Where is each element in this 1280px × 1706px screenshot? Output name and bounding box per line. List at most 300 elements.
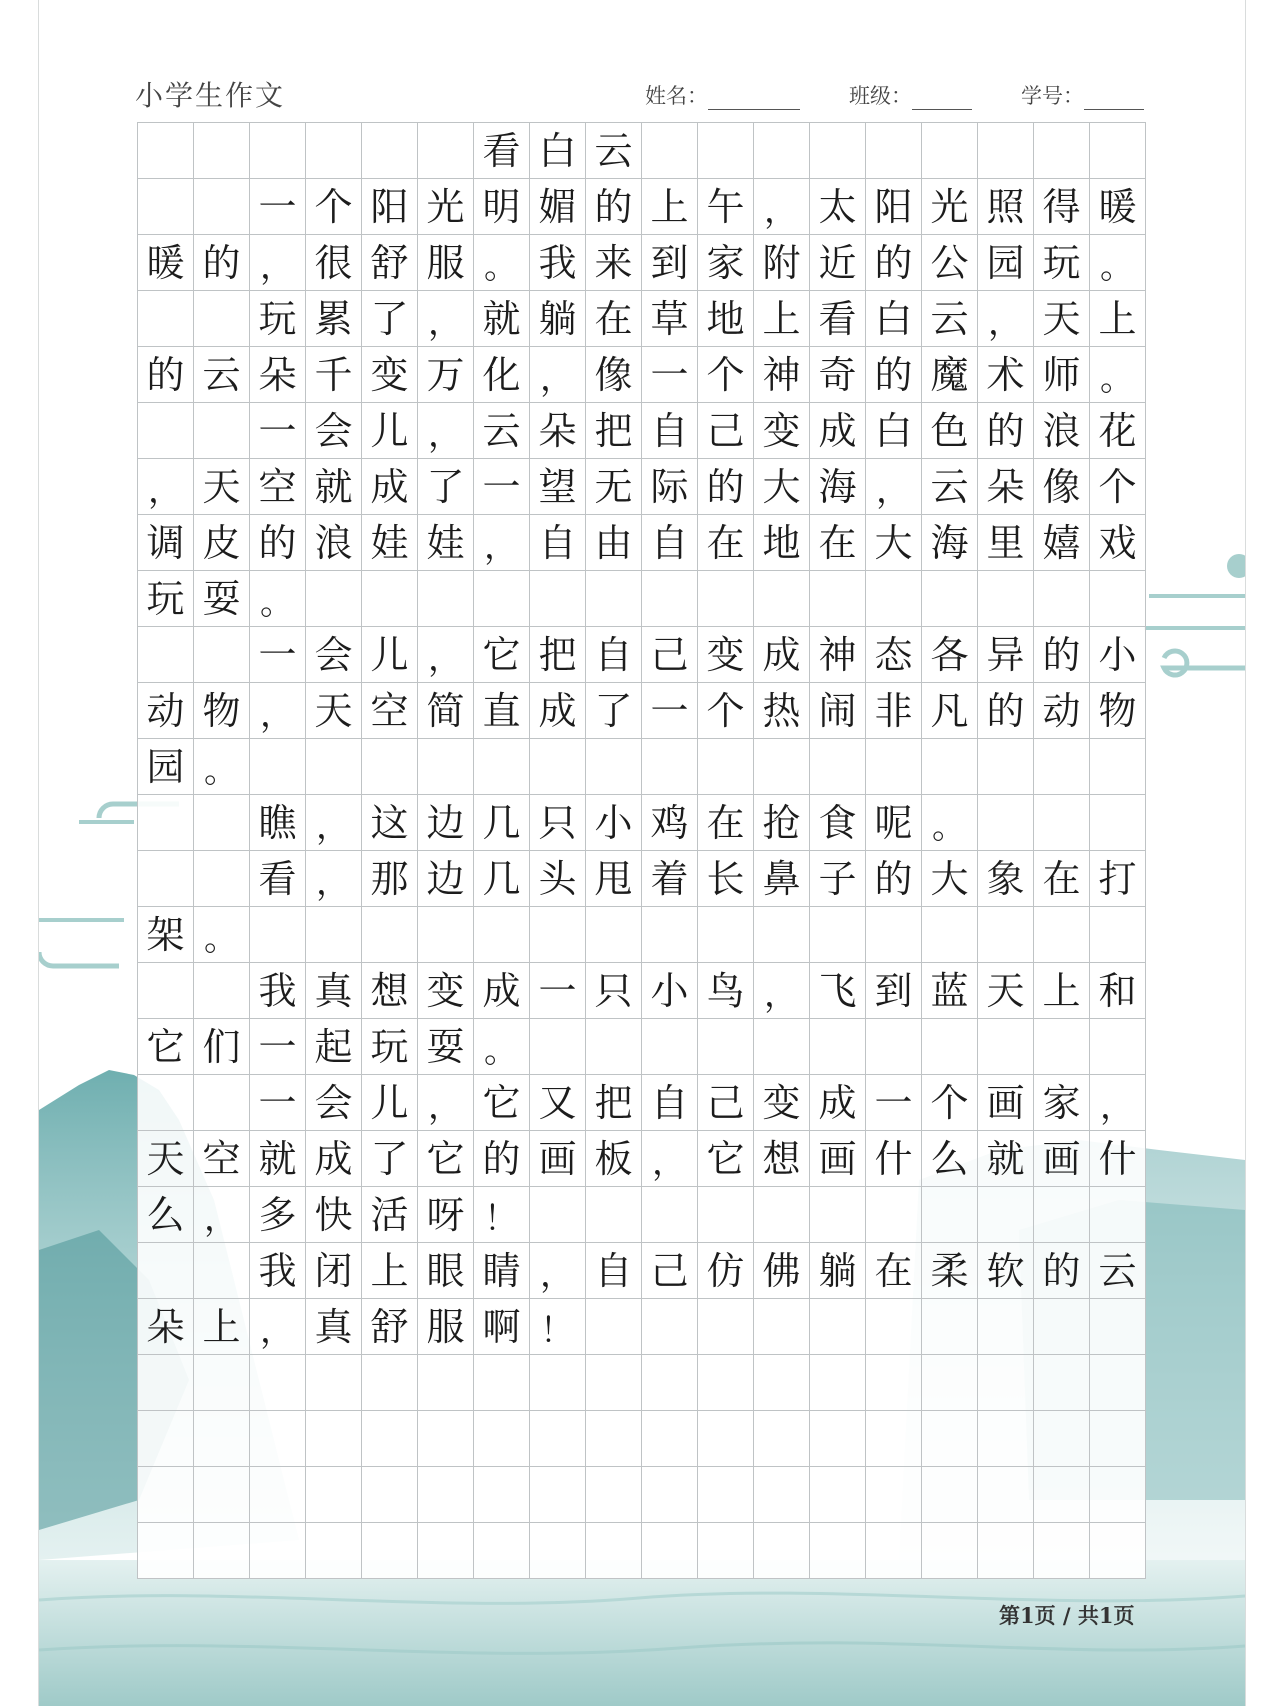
name-input-line[interactable] [708,85,800,110]
grid-cell [642,123,698,179]
grid-cell: 真 [306,963,362,1019]
grid-cell: 成 [362,459,418,515]
grid-cell [306,571,362,627]
grid-cell [642,1523,698,1579]
grid-cell [810,1523,866,1579]
grid-cell: 云 [586,123,642,179]
grid-cell: 画 [810,1131,866,1187]
grid-cell: 千 [306,347,362,403]
grid-cell [1034,1355,1090,1411]
grid-cell: 热 [754,683,810,739]
student-id-label: 学号： [1021,84,1084,108]
name-label: 姓名： [645,84,708,108]
grid-cell: 画 [530,1131,586,1187]
grid-cell: 软 [978,1243,1034,1299]
grid-cell: 天 [1034,291,1090,347]
grid-cell [754,1467,810,1523]
grid-cell [810,1299,866,1355]
grid-cell [362,1467,418,1523]
grid-cell [530,571,586,627]
grid-cell [922,1187,978,1243]
grid-cell [754,739,810,795]
grid-cell: 自 [642,515,698,571]
grid-cell: 凡 [922,683,978,739]
grid-cell: ， [642,1131,698,1187]
grid-cell: 在 [866,1243,922,1299]
grid-cell [530,1187,586,1243]
grid-cell: 大 [754,459,810,515]
grid-cell [866,571,922,627]
grid-cell: 自 [586,1243,642,1299]
grid-cell: 小 [642,963,698,1019]
grid-cell [866,1523,922,1579]
grid-cell [530,1411,586,1467]
grid-cell: 各 [922,627,978,683]
grid-cell: 了 [586,683,642,739]
grid-cell: 几 [474,851,530,907]
grid-cell: 在 [698,795,754,851]
grid-cell [138,1243,194,1299]
grid-cell [194,851,250,907]
grid-cell [418,1523,474,1579]
grid-cell [530,1355,586,1411]
grid-cell: 望 [530,459,586,515]
grid-cell [586,1467,642,1523]
grid-cell: ， [754,179,810,235]
grid-cell: 在 [1034,851,1090,907]
grid-cell: ， [866,459,922,515]
grid-cell: 画 [978,1075,1034,1131]
grid-cell [810,571,866,627]
grid-cell: 们 [194,1019,250,1075]
grid-cell: 呢 [866,795,922,851]
grid-cell: 上 [1090,291,1146,347]
grid-cell: 闭 [306,1243,362,1299]
grid-cell: ， [306,795,362,851]
grid-cell [530,1523,586,1579]
grid-cell [194,403,250,459]
grid-cell [754,1411,810,1467]
grid-cell: 小 [1090,627,1146,683]
grid-cell [474,1523,530,1579]
grid-cell: ， [530,347,586,403]
grid-cell: 白 [866,403,922,459]
grid-cell [194,1467,250,1523]
grid-cell: 一 [250,627,306,683]
grid-cell: 一 [642,347,698,403]
grid-cell: ！ [530,1299,586,1355]
grid-cell [194,1243,250,1299]
grid-cell: 的 [698,459,754,515]
grid-cell: ， [530,1243,586,1299]
grid-cell: 甩 [586,851,642,907]
grid-cell: 奇 [810,347,866,403]
grid-cell: 小 [586,795,642,851]
grid-cell [1034,1411,1090,1467]
grid-cell: 上 [754,291,810,347]
grid-cell [698,1299,754,1355]
grid-cell: 一 [530,963,586,1019]
class-input-line[interactable] [912,85,972,110]
grid-cell [418,1355,474,1411]
grid-cell [586,1019,642,1075]
grid-cell: 园 [138,739,194,795]
grid-cell [194,123,250,179]
worksheet-title: 小学生作文 [135,79,286,112]
grid-cell: 一 [250,1019,306,1075]
grid-cell [530,739,586,795]
grid-cell: 瞧 [250,795,306,851]
grid-cell [1034,1187,1090,1243]
grid-cell: 把 [586,403,642,459]
grid-cell: 玩 [362,1019,418,1075]
student-id-field [1021,80,1144,110]
grid-cell [362,571,418,627]
grid-cell: 简 [418,683,474,739]
grid-cell: 变 [698,627,754,683]
grid-cell: 多 [250,1187,306,1243]
grid-cell: 的 [866,347,922,403]
grid-cell: 起 [306,1019,362,1075]
grid-cell [922,1355,978,1411]
grid-cell: 浪 [1034,403,1090,459]
grid-cell: 成 [810,403,866,459]
grid-cell: 无 [586,459,642,515]
grid-cell: 媚 [530,179,586,235]
grid-cell: 天 [978,963,1034,1019]
grid-cell [362,1355,418,1411]
grid-cell: 上 [642,179,698,235]
grid-cell [698,739,754,795]
grid-cell [754,1187,810,1243]
grid-cell: 成 [306,1131,362,1187]
student-id-input-line[interactable] [1084,85,1144,110]
grid-cell: 个 [698,683,754,739]
grid-cell: 到 [866,963,922,1019]
grid-cell [698,907,754,963]
grid-cell [418,571,474,627]
grid-cell: ， [418,627,474,683]
grid-cell [922,907,978,963]
grid-cell [698,571,754,627]
grid-cell [1034,1019,1090,1075]
grid-cell: 色 [922,403,978,459]
grid-cell: 朵 [250,347,306,403]
grid-cell [754,1523,810,1579]
grid-cell [922,1523,978,1579]
grid-cell: 长 [698,851,754,907]
grid-cell [1034,123,1090,179]
grid-cell: 蓝 [922,963,978,1019]
grid-cell [922,1467,978,1523]
grid-cell: 光 [418,179,474,235]
grid-cell: 在 [698,515,754,571]
grid-cell [754,123,810,179]
grid-cell [866,123,922,179]
grid-cell: 眼 [418,1243,474,1299]
grid-cell: 海 [810,459,866,515]
grid-cell [1034,571,1090,627]
grid-cell [754,1355,810,1411]
grid-cell: 象 [978,851,1034,907]
grid-cell: 天 [194,459,250,515]
grid-cell: 照 [978,179,1034,235]
grid-cell [810,1467,866,1523]
grid-cell: 空 [194,1131,250,1187]
grid-cell [138,851,194,907]
grid-cell [586,1411,642,1467]
grid-cell: 抢 [754,795,810,851]
grid-cell: 这 [362,795,418,851]
grid-cell: 上 [1034,963,1090,1019]
grid-cell: 一 [250,403,306,459]
grid-cell: 来 [586,235,642,291]
grid-cell: 什 [1090,1131,1146,1187]
grid-cell [194,1523,250,1579]
grid-cell [1090,1411,1146,1467]
grid-cell: 头 [530,851,586,907]
grid-cell: 自 [586,627,642,683]
grid-cell [586,571,642,627]
grid-cell: 物 [194,683,250,739]
grid-cell [978,739,1034,795]
grid-cell: 把 [586,1075,642,1131]
grid-cell: 的 [1034,1243,1090,1299]
grid-cell [866,1355,922,1411]
grid-cell [810,123,866,179]
grid-cell [306,739,362,795]
grid-cell [250,739,306,795]
grid-cell [810,1187,866,1243]
grid-cell: 佛 [754,1243,810,1299]
grid-cell: 化 [474,347,530,403]
grid-cell: 大 [922,851,978,907]
grid-cell: 只 [530,795,586,851]
grid-cell: 花 [1090,403,1146,459]
grid-cell: 一 [250,1075,306,1131]
grid-cell: 我 [530,235,586,291]
grid-cell: 耍 [418,1019,474,1075]
grid-cell [194,291,250,347]
grid-cell [474,907,530,963]
grid-cell: 际 [642,459,698,515]
grid-cell: 的 [250,515,306,571]
grid-cell [418,1411,474,1467]
grid-cell: 云 [474,403,530,459]
grid-cell [978,1187,1034,1243]
grid-cell [418,739,474,795]
grid-cell: 看 [810,291,866,347]
grid-cell: 己 [698,403,754,459]
grid-cell [866,907,922,963]
grid-cell: 光 [922,179,978,235]
grid-cell: 的 [474,1131,530,1187]
grid-cell: 成 [530,683,586,739]
grid-cell: 架 [138,907,194,963]
grid-cell [250,1355,306,1411]
grid-cell [194,627,250,683]
grid-cell [586,907,642,963]
grid-cell: 看 [250,851,306,907]
grid-cell: 园 [978,235,1034,291]
grid-cell [586,739,642,795]
grid-cell [698,1411,754,1467]
grid-cell: 皮 [194,515,250,571]
grid-cell [978,123,1034,179]
grid-cell [362,123,418,179]
grid-cell [922,571,978,627]
grid-cell: 个 [698,347,754,403]
grid-cell: 的 [978,683,1034,739]
grid-cell: 了 [418,459,474,515]
grid-cell [810,1411,866,1467]
grid-cell: 舒 [362,235,418,291]
grid-cell [418,1467,474,1523]
grid-cell: 的 [866,851,922,907]
grid-cell [586,1523,642,1579]
grid-cell [642,1355,698,1411]
grid-cell: 了 [362,1131,418,1187]
grid-cell: 柔 [922,1243,978,1299]
grid-cell: 个 [922,1075,978,1131]
grid-cell: 舒 [362,1299,418,1355]
grid-cell: 它 [474,627,530,683]
grid-cell: 暖 [138,235,194,291]
grid-cell: 个 [1090,459,1146,515]
grid-cell [978,1467,1034,1523]
class-label: 班级： [849,84,912,108]
grid-cell [530,1019,586,1075]
grid-cell [138,1075,194,1131]
grid-cell: 白 [530,123,586,179]
grid-cell: 一 [642,683,698,739]
grid-cell [922,123,978,179]
grid-cell: 的 [1034,627,1090,683]
grid-cell [978,907,1034,963]
grid-cell [306,1467,362,1523]
grid-cell [586,1187,642,1243]
grid-cell: 什 [866,1131,922,1187]
grid-cell: 会 [306,403,362,459]
grid-cell [138,1523,194,1579]
grid-cell [1090,907,1146,963]
grid-cell: 地 [754,515,810,571]
grid-cell: 了 [362,291,418,347]
grid-cell [1090,739,1146,795]
grid-cell [1090,1299,1146,1355]
grid-cell: 真 [306,1299,362,1355]
grid-cell: 大 [866,515,922,571]
grid-cell: 。 [1090,347,1146,403]
grid-cell: 玩 [250,291,306,347]
grid-cell: ， [418,291,474,347]
grid-cell [1090,1355,1146,1411]
grid-cell: 变 [418,963,474,1019]
grid-cell [698,123,754,179]
grid-cell: ， [194,1187,250,1243]
grid-cell: 家 [1034,1075,1090,1131]
grid-cell: 躺 [810,1243,866,1299]
grid-cell: 就 [978,1131,1034,1187]
grid-cell: 阳 [362,179,418,235]
grid-cell: 异 [978,627,1034,683]
grid-cell [922,1411,978,1467]
grid-cell [978,571,1034,627]
grid-cell: 草 [642,291,698,347]
grid-cell [642,739,698,795]
grid-cell: 鸟 [698,963,754,1019]
grid-cell [642,1019,698,1075]
grid-cell: 个 [306,179,362,235]
grid-cell: 海 [922,515,978,571]
grid-cell [1090,1467,1146,1523]
grid-cell [978,1411,1034,1467]
grid-cell: 服 [418,235,474,291]
grid-cell: 太 [810,179,866,235]
grid-cell [138,123,194,179]
grid-cell: 躺 [530,291,586,347]
grid-cell [138,1411,194,1467]
grid-cell: 地 [698,291,754,347]
grid-cell [194,795,250,851]
grid-cell: ， [978,291,1034,347]
grid-cell [754,1019,810,1075]
grid-cell: 。 [1090,235,1146,291]
grid-cell: ！ [474,1187,530,1243]
grid-cell: ， [250,1299,306,1355]
grid-cell: 一 [474,459,530,515]
grid-cell [474,571,530,627]
grid-cell [642,1467,698,1523]
grid-cell: 动 [138,683,194,739]
grid-cell: 万 [418,347,474,403]
grid-cell: 午 [698,179,754,235]
grid-cell: 会 [306,1075,362,1131]
grid-cell: 神 [754,347,810,403]
grid-cell: 得 [1034,179,1090,235]
grid-cell: 玩 [1034,235,1090,291]
grid-cell: 边 [418,851,474,907]
grid-cell [866,739,922,795]
grid-cell [474,1467,530,1523]
grid-cell: 。 [922,795,978,851]
grid-cell [810,907,866,963]
grid-cell: 。 [194,739,250,795]
grid-cell: 附 [754,235,810,291]
grid-cell [754,1299,810,1355]
grid-cell: 活 [362,1187,418,1243]
grid-cell [1034,795,1090,851]
grid-cell [642,907,698,963]
grid-cell [866,1411,922,1467]
grid-cell: 它 [138,1019,194,1075]
grid-cell [754,907,810,963]
grid-cell: ， [306,851,362,907]
grid-cell: 上 [362,1243,418,1299]
worksheet-page [38,0,1246,1706]
grid-cell [1090,123,1146,179]
grid-cell: 么 [922,1131,978,1187]
grid-cell: 到 [642,235,698,291]
grid-cell: 娃 [362,515,418,571]
grid-cell: 又 [530,1075,586,1131]
grid-cell [138,963,194,1019]
grid-cell [978,1299,1034,1355]
grid-cell [250,1467,306,1523]
grid-cell: 动 [1034,683,1090,739]
grid-cell [922,1019,978,1075]
grid-cell [810,739,866,795]
